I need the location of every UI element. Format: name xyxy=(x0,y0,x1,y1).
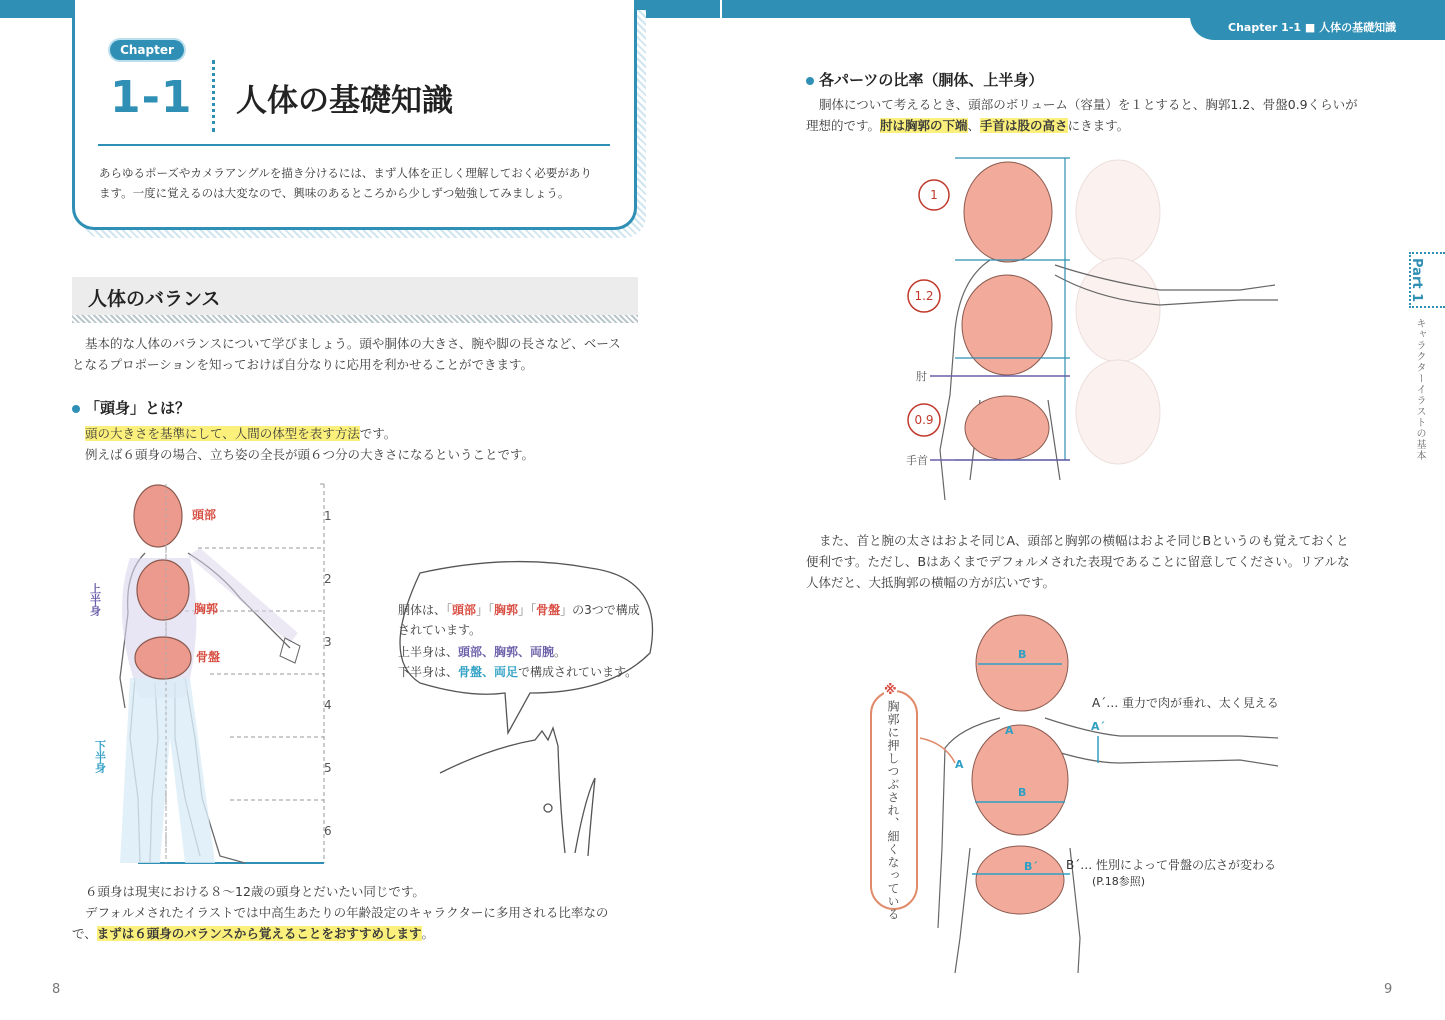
intro-line: ます。一度に覚えるのは大変なので、興味のあるところから少しずつ勉強してみましょう。 xyxy=(99,186,570,200)
section-stripe xyxy=(72,315,638,323)
label-upper-body: 上半身 xyxy=(88,583,102,616)
section-body xyxy=(72,333,642,375)
bullet-dot-icon xyxy=(72,405,80,413)
chapter-rule xyxy=(98,144,610,146)
part-label: Part 1 xyxy=(1409,258,1424,303)
annotation-a: A´… 重力で肉が垂れ、太く見える xyxy=(1092,696,1279,710)
ratio-chest: 1.2 xyxy=(914,289,934,303)
right-subsection-title: 各パーツの比率（胴体、上半身） xyxy=(806,69,1043,90)
label-head: 頭部 xyxy=(192,508,217,522)
letter-b-head: B xyxy=(1018,648,1027,661)
label-lower-body: 下半身 xyxy=(93,740,107,773)
letter-a2-arm: A´ xyxy=(1091,720,1106,733)
label-chest: 胸郭 xyxy=(194,602,219,616)
ratio-pelvis: 0.9 xyxy=(914,413,934,427)
letter-b-chest: B xyxy=(1018,786,1027,799)
section-title: 人体のバランス xyxy=(88,288,221,310)
note-text: 胸郭に押しつぶされ、細くなっている xyxy=(886,700,900,921)
label-elbow: 肘 xyxy=(916,370,927,383)
spine-gap xyxy=(720,0,722,18)
ratio-head: 1 xyxy=(930,188,938,202)
annotation-b-ref: (P.18参照) xyxy=(1092,875,1145,888)
chapter-header-tab: Chapter 1-1 ■ 人体の基礎知識 xyxy=(1190,16,1445,40)
right-body-2: また、首と腕の太さはおよそ同じA、頭部と胸郭の横幅はおよそ同じBというのも覚えておくと 便利です。ただし、Bはあくまでデフォルメされた表現であることに留意してください。リアルな 人体だと、大抵胸郭の横幅の方が広いです。 xyxy=(806,533,1350,590)
scale-5: 5 xyxy=(324,761,332,775)
label-wrist: 手首 xyxy=(906,454,928,467)
subsection-title: 「頭身」とは？ xyxy=(72,397,190,418)
body-line: となるプロポーションを知っておけば自分なりに応用を利かせることができます。 xyxy=(72,357,534,372)
body-line: 基本的な人体のバランスについて学びましょう。頭や胴体の大きさ、腕や脚の長さなど、ベース xyxy=(85,336,621,351)
chapter-intro xyxy=(99,163,619,203)
intro-line: あらゆるポーズやカメラアングルを描き分けるには、まず人体を正しく理解しておく必要があり xyxy=(99,166,592,180)
example-text: 例えば６頭身の場合、立ち姿の全長が頭６つ分の大きさになるということです。 xyxy=(85,447,535,462)
right-body-1: 胴体について考えるとき、頭部のボリューム（容量）を１とすると、胸郭1.2、骨盤0.9くらいが 理想的です。肘は胸郭の下端、手首は股の高さにきます。 xyxy=(806,97,1358,133)
chapter-number: 1-1 xyxy=(110,72,193,123)
page-number-right: 9 xyxy=(1384,982,1393,997)
scale-4: 4 xyxy=(324,698,332,712)
scale-1: 1 xyxy=(324,509,332,523)
width-figure xyxy=(920,608,1300,980)
ratio-figure xyxy=(900,150,1300,520)
scale-2: 2 xyxy=(324,572,332,586)
letter-b2-pelvis: B´ xyxy=(1024,860,1038,873)
page-number-left: 8 xyxy=(52,982,61,997)
label-pelvis: 骨盤 xyxy=(196,650,221,664)
letter-a-upper-arm: A xyxy=(955,758,964,771)
page-title: 人体の基礎知識 xyxy=(236,83,453,119)
annotation-b: B´… 性別によって骨盤の広さが変わる xyxy=(1066,858,1277,872)
cat-illustration xyxy=(440,728,595,856)
bullet-dot-icon xyxy=(806,77,814,85)
part-side-text: キャラクターイラストの基本 xyxy=(1414,318,1425,461)
note-mark: ※ xyxy=(884,683,897,698)
definition-highlight: 頭の大きさを基準にして、人間の体型を表す方法 xyxy=(85,426,360,441)
chapter-pill: Chapter xyxy=(110,40,184,60)
speech-bubble-text: 胴体は、「頭部」「胸郭」「骨盤」の3つで構成 されています。 上半身は、頭部、胸郭、両腕。 下半身は、骨盤、両足で構成されています。 xyxy=(398,603,640,679)
chapter-divider xyxy=(212,60,215,132)
closing-text: ６頭身は現実における８～12歳の頭身とだいたい同じです。 デフォルメされたイラストでは中高生あたりの年齢設定のキャラクターに多用される比率なの で、まずは６頭身のバランスから覚えることをおすすめします。 xyxy=(72,884,609,941)
definition: 頭の大きさを基準にして、人間の体型を表す方法です。 xyxy=(85,426,397,441)
scale-6: 6 xyxy=(324,824,332,838)
scale-3: 3 xyxy=(324,635,332,649)
letter-a-neck: A xyxy=(1005,724,1014,737)
